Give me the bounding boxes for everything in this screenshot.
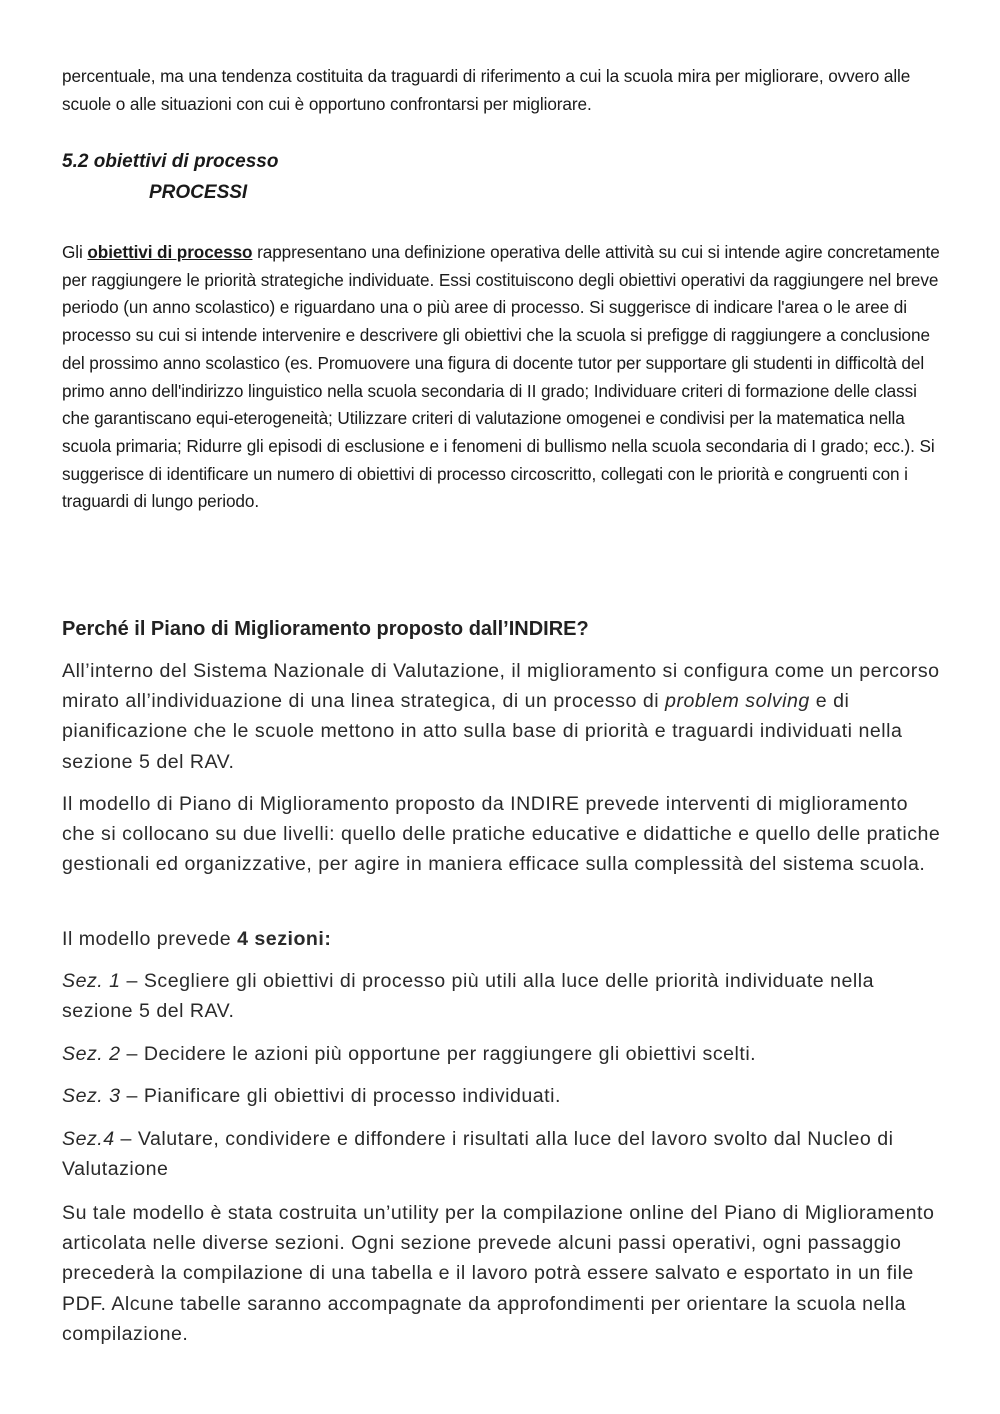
objectives-text: rappresentano una definizione operativa delle attività su cui si intende agire concretamente per raggiungere le priorità strategiche individuate. Essi costituiscono degli obiettivi operativi da raggiungere nel breve periodo (un anno scolastico) e riguardano una o più aree di processo. Si suggerisce di indicare l'area o le aree di processo su cui si intende intervenire e descrivere gli obiettivi che la scuola si prefigge di raggiungere a conclusione del prossimo anno scolastico (es. Promuovere una figura di docente tutor per supportare gli studenti in difficoltà del primo anno dell'indirizzo linguistico nella scuola secondaria di II grado; Individuare criteri di formazione delle classi che garantiscano equi-eterogeneità; Utilizzare criteri di valutazione omogenei e condivisi per la matematica nella scuola primaria; Ridurre gli episodi di esclusione e i fenomeni di bullismo nella scuola secondaria di I grado; ecc.). Si suggerisce di identificare un numero di obiettivi di processo circoscritto, collegati con le priorità e congruenti con i traguardi di lungo periodo.	[62, 242, 940, 512]
sezioni-count: 4 sezioni:	[237, 928, 332, 950]
objectives-keyword: obiettivi di processo	[87, 242, 253, 262]
sezione-3-label: Sez. 3	[62, 1085, 121, 1107]
section-heading: 5.2 obiettivi di processo	[62, 151, 279, 172]
sezione-4-item	[62, 1124, 942, 1184]
sezione-2-text: – Decidere le azioni più opportune per raggiungere gli obiettivi scelti.	[120, 1043, 757, 1065]
sezione-3-item	[62, 1081, 942, 1111]
objectives-prefix: Gli	[62, 242, 88, 262]
utility-paragraph: Su tale modello è stata costruita un’utility per la compilazione online del Piano di Miglioramento articolata nelle diverse sezioni. Ogni sezione prevede alcuni passi operativi, ogni passaggio precederà la compilazione di una tabella e il lavoro potrà essere salvato e esportato in un file PDF. Alcune tabelle saranno accompagnate da approfondimenti per orientare la scuola nella compilazione.	[62, 1202, 935, 1345]
modello-paragraph: Il modello di Piano di Miglioramento proposto da INDIRE prevede interventi di miglioramento che si collocano su due livelli: quello delle pratiche educative e didattiche e quello delle pratiche gestionali ed organizzative, per agire in maniera efficace sulla complessità del sistema scuola.	[62, 793, 941, 876]
sezione-1-label: Sez. 1	[62, 970, 121, 992]
sezione-1-text: – Scegliere gli obiettivi di processo più utili alla luce delle priorità individuate nella sezione 5 del RAV.	[62, 970, 875, 1023]
sistema-text-a: All’interno del Sistema Nazionale di Valutazione, il miglioramento si configura come un percorso mirato all’individuazione di una linea strategica, di un processo di	[62, 660, 940, 713]
sezioni-intro	[62, 924, 942, 954]
objectives-paragraph	[62, 239, 942, 516]
problem-solving-term: problem solving	[665, 690, 810, 713]
perche-heading: Perché il Piano di Miglioramento proposto dall’INDIRE?	[62, 618, 589, 640]
sezioni-intro-text: Il modello prevede	[62, 928, 238, 950]
sezione-2-item	[62, 1039, 942, 1069]
sezione-4-label: Sez.4	[62, 1128, 115, 1150]
sezione-4-text: – Valutare, condividere e diffondere i risultati alla luce del lavoro svolto dal Nucleo di Valutazione	[62, 1128, 894, 1181]
sezione-2-label: Sez. 2	[62, 1043, 121, 1065]
sistema-paragraph	[62, 656, 942, 777]
sistema-text-b: e di pianificazione che le scuole mettono in atto sulla base di priorità e traguardi individuati nella sezione 5 del RAV.	[62, 690, 903, 773]
sezione-1-item	[62, 966, 942, 1026]
section-subheading: PROCESSI	[149, 182, 248, 203]
sezione-3-text: – Pianificare gli obiettivi di processo individuati.	[120, 1085, 561, 1107]
intro-paragraph: percentuale, ma una tendenza costituita da traguardi di riferimento a cui la scuola mira per migliorare, ovvero alle scuole o alle situazioni con cui è opportuno confrontarsi per migliorare.	[62, 66, 911, 114]
